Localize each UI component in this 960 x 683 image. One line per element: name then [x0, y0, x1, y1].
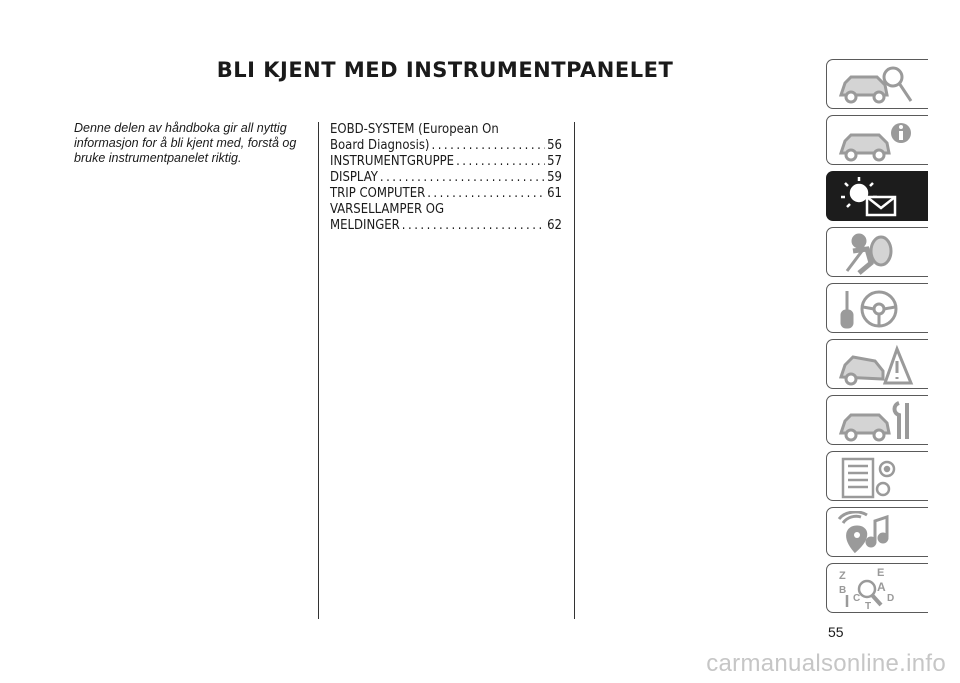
specs-gear-icon: [837, 455, 917, 499]
chapter-tab-5[interactable]: [826, 283, 928, 333]
car-key-icon: [837, 63, 917, 107]
column-divider-left: [318, 122, 319, 619]
toc-entry-eobd[interactable]: [330, 122, 562, 154]
toc-leader: [427, 186, 545, 202]
chapter-tab-8[interactable]: [826, 451, 928, 501]
index-letter: A: [877, 580, 886, 594]
index-letter: B: [839, 585, 847, 596]
index-letter: E: [877, 567, 885, 579]
chapter-tab-1[interactable]: [826, 59, 928, 109]
chapter-tab-7[interactable]: [826, 395, 928, 445]
chapter-tab-4[interactable]: [826, 227, 928, 277]
toc-entry-title: MELDINGER: [330, 218, 400, 233]
index-letter: D: [887, 593, 895, 604]
page-title: BLI KJENT MED INSTRUMENTPANELET: [216, 58, 674, 82]
chapter-tab-3[interactable]: [826, 171, 928, 221]
index-letter: T: [865, 601, 872, 611]
toc-entry-title: DISPLAY: [330, 170, 378, 185]
page-number: 55: [828, 624, 844, 640]
table-of-contents: [330, 122, 562, 234]
toc-entry-line: EOBD-SYSTEM (European On: [330, 122, 499, 137]
toc-entry-line: VARSELLAMPER OG: [330, 202, 445, 217]
watermark[interactable]: carmanualsonline.info: [706, 650, 946, 677]
key-steering-wheel-icon: [837, 287, 917, 331]
chapter-tab-10[interactable]: [826, 563, 928, 613]
car-info-icon: [837, 119, 917, 163]
toc-leader: [380, 170, 545, 186]
toc-entry-title: INSTRUMENTGRUPPE: [330, 154, 455, 169]
toc-page-number: 59: [547, 170, 562, 185]
chapter-tab-6[interactable]: [826, 339, 928, 389]
toc-entry-display[interactable]: [330, 170, 562, 186]
alphabetical-index-icon: [837, 567, 917, 611]
car-warning-icon: [837, 343, 917, 387]
toc-page-number: 57: [547, 154, 562, 169]
column-divider-right: [574, 122, 575, 619]
index-letter: C: [853, 593, 861, 604]
toc-entry-varsellamper[interactable]: [330, 202, 562, 234]
toc-entry-title: TRIP COMPUTER: [330, 186, 426, 201]
chapter-tab-2[interactable]: [826, 115, 928, 165]
car-wrench-icon: [837, 399, 917, 443]
toc-leader: [402, 218, 545, 234]
chapter-tab-9[interactable]: [826, 507, 928, 557]
intro-text: Denne delen av håndboka gir all nyttig informasjon for å bli kjent med, forstå og bruke instrumentpanelet riktig.: [74, 121, 297, 165]
airbag-seatbelt-icon: [837, 231, 917, 275]
toc-leader: [456, 154, 545, 170]
multimedia-icon: [837, 511, 917, 555]
warning-light-message-icon: [837, 175, 917, 219]
toc-page-number: 61: [547, 186, 562, 201]
index-letter: Z: [839, 570, 846, 582]
toc-page-number: 56: [547, 138, 562, 153]
toc-leader: [431, 138, 545, 154]
toc-page-number: 62: [547, 218, 562, 233]
toc-entry-trip-computer[interactable]: [330, 186, 562, 202]
toc-entry-title: Board Diagnosis): [330, 138, 430, 153]
toc-entry-instrumentgruppe[interactable]: [330, 154, 562, 170]
